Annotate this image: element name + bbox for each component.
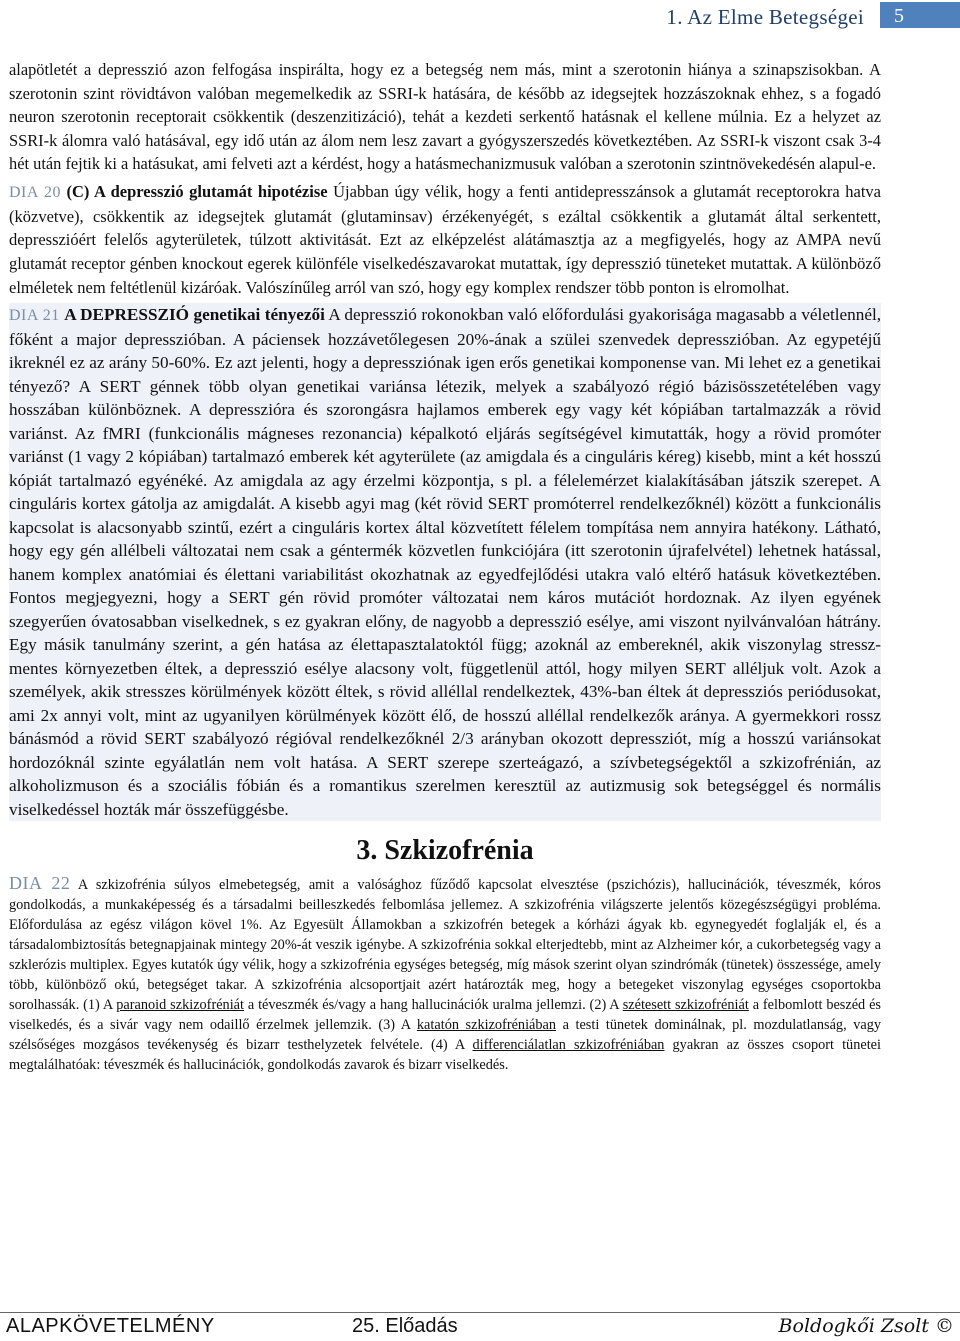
paragraph-text: Újabban úgy vélik, hogy a fenti antidepresszánsok a glutamát receptorokra hatva (közvetve), csökkentik az idegsejtek glutamát (glutaminsav) érzékenyégét, s ezáltal csökkentik a glutamát által serkentett, depresszióért felelős agyterületek, túlzott aktivitását. Ezt az elképzelést alátámasztja az a megfigyelés, hogy az AMPA nevű glutamát receptor génben knockout egerek különféle viselkedészavarokat mutattak, így depresszió tüneteket mutattak. A különböző elméletek nem feltétlenül kizáróak. Valószínűleg arról van szó, hogy egy komplex rendszer több ponton is elromolhat.	[9, 181, 881, 297]
paragraph-text-2: a téveszmék és/vagy a hang hallucinációk uralma jellemzi. (2) A	[244, 997, 623, 1014]
footer-author: Boldogkői Zsolt ©	[778, 1315, 954, 1337]
chapter-title: 1. Az Elme Betegségei	[666, 5, 864, 29]
link-catatonic[interactable]: katatón szkizofréniában	[416, 1017, 557, 1034]
paragraph-text-5: gyakran az összes csoport tünetei megtalálhatóak: téveszmék és hallucinációk, gondolkodás zavarok és bizarr viselkedés.	[9, 1037, 881, 1074]
slide-label: DIA 21	[9, 307, 60, 325]
slide-label: DIA 22	[9, 873, 71, 894]
paragraph-title: A DEPRESSZIÓ genetikai tényezői	[64, 305, 325, 325]
footer-lecture: 25. Előadás	[352, 1315, 458, 1337]
paragraph-ssri: alapötletét a depresszió azon felfogása inspirálta, hogy ez a betegség nem más, mint a szerotonin hiánya a szinapszisokban. A szerotonin szint rövidtávon valóban megemelkedik az SSRI-k hatására, de később az idegsejtek hozzászoknak ehhez, s a fogadó neuron szerotonin receptorait csökkentik (deszenzitizáció), tehát a kezdeti serkentő hatásnak el kellene múlnia. Ez a helyzet az SSRI-k álomra való hatásával, egy idő után az álom nem lesz zavart a gyógyszerszedés következtében. Az SSRI-k viszont csak 3-4 hét után fejtik ki a hatásukat, ami felveti azt a kérdést, hogy a hatásmechanizmusuk valóban a szerotonin szintnövekedésén alapul-e.	[9, 60, 881, 174]
paragraph-genetics	[9, 303, 881, 821]
paragraph-schizophrenia	[9, 873, 881, 1075]
paragraph-text: A depresszió rokonokban való előfordulási gyakorisága magasabb a véletlennél, főként a major depresszióban. A páciensek hozzávetőlegesen 20%-ának a szülei szenvedek depresszióban. Az egypetéjű ikreknél ez az arány 50-60%. Ez azt jelenti, hogy a depressziónak igen erős genetikai komponense van. Mi lehet ez a genetikai tényező? A SERT génnek több olyan genetikai variánsa létezik, melyek a szabályozó régió bázisösszetételében vagy hosszában különböznek. A depresszióra és szorongásra hajlamos emberek egy vagy két kópiában tartalmazzák a rövid variánst. Az fMRI (funkcionális mágneses rezonancia) képalkotó eljárás segítségével kimutatták, hogy a rövid promóter variánst (1 vagy 2 kópiában) tartalmazó emberek két agyterülete (az amigdala és a cinguláris kéreg) kisebb, mint a két hosszú kópiát tartalmazó egyénéké. Az amigdala az agy érzelmi központja, s pl. a félelemérzet kialakításában játszik szerepet. A cinguláris kortex gátolja az amigdalát. A kisebb agyi mag (két rövid SERT promóterrel rendelkezőknél) között a funkcionális kapcsolat is alacsonyabb szintű, ezért a cinguláris kortex által közvetített félelem tompítása nem annyira hatékony. Látható, hogy egy gén allélbeli változatai nem csak a géntermék közvetlen funkciójára (itt szerotonin újrafelvétel) lehetnek hatással, hanem komplex anatómiai és élettani variabilitást okozhatnak az egyedfejlődési utakra való eltérő hatásuk következtében. Fontos megjegyezni, hogy a SERT gén rövid promóter változatai nem káros mutációt hordoznak. Az ilyen egyének szegyerűen óvatosabban viselkednek, s ez gyakran előny, de nagyobb a depresszió esélye, ami viszont nyilvánvalóan hátrány. Egy másik tanulmány szerint, a gén hatása az élettapasztalatoktól függ; azoknál az embereknél, akik viszonylag stressz-mentes környezetben éltek, a depresszió esélye alacsony volt, függetlenül attól, hogy milyen SERT alléljuk volt. Azok a személyek, akik stresszes körülmények között éltek, s rövid alléllal rendelkeztek, 43%-ban éltek át depressziós periódusokat, ami 2x annyi volt, mint az ugyanilyen körülmények között élő, de hosszú alléllal rendelkezők aránya. A gyermekkori rossz bánásmód a rövid SERT szabályozó régióval rendelkezőknél 2/3 arányban okozott depressziót, míg a hosszú variánsokat hordozóknál szinte egyálatlán nem volt hatása. A SERT szerepe szerteágazó, a szívbetegségektől a szkizofrénián, az alkoholizmuson és a szociális fóbián és a romantikus szerelmen keresztül az autizmusig sok betegséggel és normális viselkedéssel hozták már összefüggésbe.	[9, 305, 882, 819]
page-number-badge: 5	[880, 2, 960, 28]
section-heading: 3. Szkizofrénia	[356, 835, 534, 867]
paragraph-text-1: A szkizofrénia súlyos elmebetegség, amit a valósághoz fűződő kapcsolat elvesztése (pszichózis), hallucinációk, téveszmék, kóros gondolkodás, a munkaképesség és a társadalmi beilleszkedés felbomlása jellemez. A szkizofrénia világszerte jelentős közegészségügyi probléma. Előfordulása az egész világon kövel 1%. Az Egyesült Államokban a szkizofrén betegek a kórházi ágyak kb. egynegyedét foglalják el, és a társadalombiztosítás betegnapjainak mintegy 20%-át veszik igénybe. A szkizofrénia sokkal elterjedtebb, mint az Alzheimer kór, a cukorbetegség vagy a szklerózis multiplex. Egyes kutatók úgy vélik, hogy a szkizofrénia egységes betegség, míg mások szerint olyan szindrómák (tünetek) összessége, amely több, különböző okú, betegséget takar. A szkizofrénia alcsoportjait azért határozták meg, hogy a betegeket viszonylag egységes csoportokba sorolhassák. (1) A	[9, 877, 881, 1014]
footer-level: ALAPKÖVETELMÉNY	[6, 1315, 215, 1337]
page-footer	[0, 1312, 960, 1341]
paragraph-title: (C) A depresszió glutamát hipotézise	[66, 181, 328, 201]
slide-label: DIA 20	[9, 183, 61, 201]
link-undifferentiated[interactable]: differenciálatlan szkizofréniában	[472, 1037, 665, 1054]
page-header	[0, 0, 960, 34]
document-body	[9, 58, 881, 1075]
paragraph-text-4: a testi tünetek dominálnak, pl. mozdulatlanság, vagy szélsőséges mozgásos tevékenység és bizarr testhelyzetek felvétele. (4) A	[9, 1017, 881, 1054]
paragraph-glutamate	[9, 180, 881, 300]
link-paranoid[interactable]: paranoid szkizofréniát	[116, 997, 244, 1014]
paragraph-text-3: a felbomlott beszéd és viselkedés, és a sivár vagy nem odaillő érzelmek jellemzik. (3) A	[9, 997, 881, 1034]
link-disorganized[interactable]: szétesett szkizofréniát	[622, 997, 749, 1014]
